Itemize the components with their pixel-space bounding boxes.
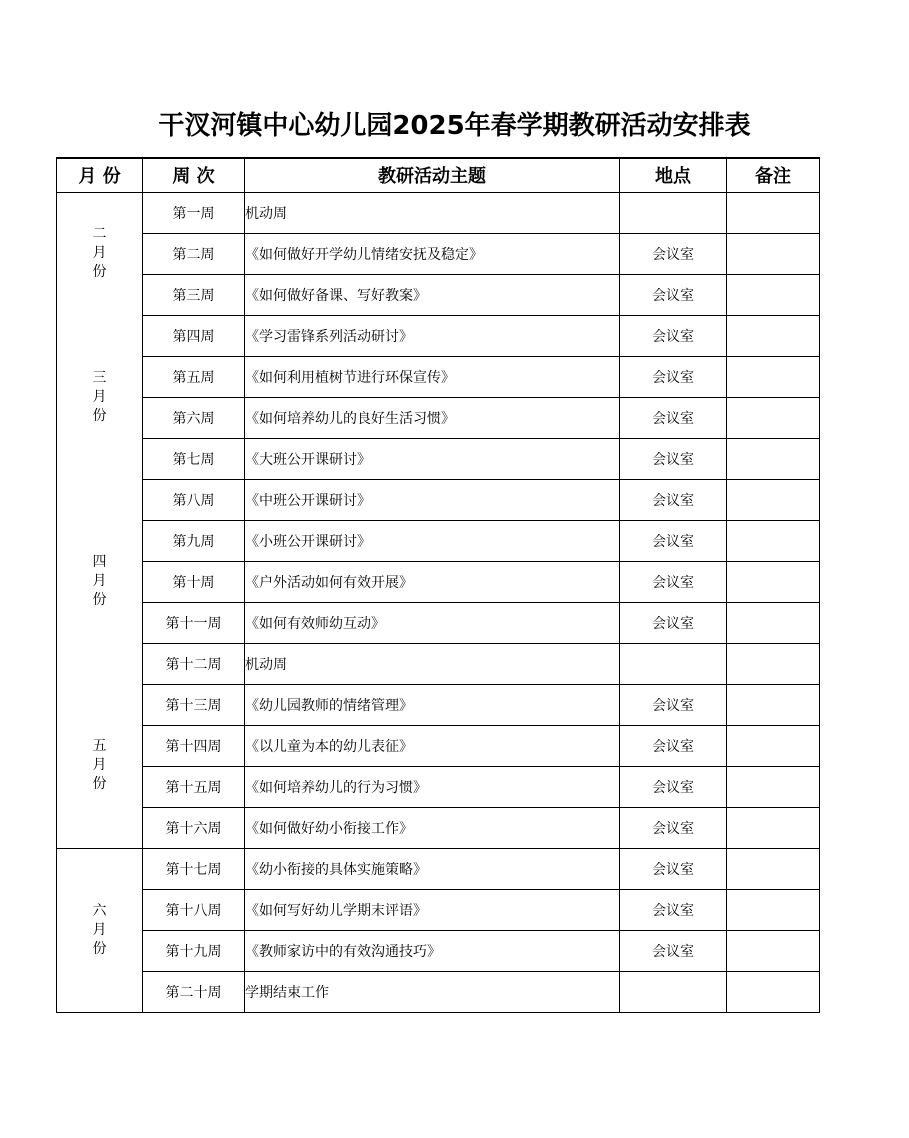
note-text — [727, 766, 820, 807]
location-text: 会议室 — [620, 233, 727, 274]
table-row — [57, 930, 820, 971]
topic-text: 《幼儿园教师的情绪管理》 — [245, 684, 620, 725]
topic-text: 《如何做好备课、写好教案》 — [245, 274, 620, 315]
topic-text: 《如何利用植树节进行环保宣传》 — [245, 356, 620, 397]
header-note: 备注 — [727, 158, 820, 192]
note-text — [727, 192, 820, 233]
topic-text: 《如何培养幼儿的良好生活习惯》 — [245, 397, 620, 438]
table-row — [57, 561, 820, 602]
table-row — [57, 315, 820, 356]
week-label: 第十周 — [143, 561, 245, 602]
location-text: 会议室 — [620, 561, 727, 602]
table-row — [57, 192, 820, 233]
week-label: 第十二周 — [143, 643, 245, 684]
note-text — [727, 848, 820, 889]
week-label: 第二周 — [143, 233, 245, 274]
month-cell — [57, 848, 143, 1012]
month-label: 三月份 — [92, 369, 107, 424]
location-text: 会议室 — [620, 684, 727, 725]
topic-text: 学期结束工作 — [245, 971, 620, 1012]
location-text: 会议室 — [620, 889, 727, 930]
topic-text: 《幼小衔接的具体实施策略》 — [245, 848, 620, 889]
topic-text: 机动周 — [245, 192, 620, 233]
topic-text: 《小班公开课研讨》 — [245, 520, 620, 561]
note-text — [727, 438, 820, 479]
note-text — [727, 602, 820, 643]
table-row — [57, 438, 820, 479]
location-text — [620, 971, 727, 1012]
month-cell — [57, 192, 143, 315]
topic-text: 《大班公开课研讨》 — [245, 438, 620, 479]
location-text: 会议室 — [620, 807, 727, 848]
month-cell — [57, 479, 143, 684]
topic-text: 《以儿童为本的幼儿表征》 — [245, 725, 620, 766]
table-row — [57, 807, 820, 848]
location-text — [620, 643, 727, 684]
note-text — [727, 684, 820, 725]
week-label: 第八周 — [143, 479, 245, 520]
header-month: 月 份 — [57, 158, 143, 192]
location-text: 会议室 — [620, 930, 727, 971]
topic-text: 《教师家访中的有效沟通技巧》 — [245, 930, 620, 971]
month-label: 四月份 — [92, 554, 107, 608]
week-label: 第六周 — [143, 397, 245, 438]
week-label: 第十七周 — [143, 848, 245, 889]
month-label: 二月份 — [92, 226, 107, 281]
week-label: 第十四周 — [143, 725, 245, 766]
table-row — [57, 766, 820, 807]
week-label: 第一周 — [143, 192, 245, 233]
note-text — [727, 643, 820, 684]
header-row — [57, 158, 820, 192]
note-text — [727, 725, 820, 766]
schedule-table — [56, 157, 820, 1013]
location-text: 会议室 — [620, 315, 727, 356]
week-label: 第十八周 — [143, 889, 245, 930]
month-cell — [57, 684, 143, 848]
table-row — [57, 643, 820, 684]
week-label: 第十五周 — [143, 766, 245, 807]
table-row — [57, 602, 820, 643]
table-row — [57, 397, 820, 438]
week-label: 第十一周 — [143, 602, 245, 643]
table-row — [57, 274, 820, 315]
week-label: 第七周 — [143, 438, 245, 479]
location-text: 会议室 — [620, 520, 727, 561]
topic-text: 《如何有效师幼互动》 — [245, 602, 620, 643]
topic-text: 《中班公开课研讨》 — [245, 479, 620, 520]
location-text: 会议室 — [620, 848, 727, 889]
table-row — [57, 725, 820, 766]
location-text: 会议室 — [620, 725, 727, 766]
location-text — [620, 192, 727, 233]
week-label: 第二十周 — [143, 971, 245, 1012]
note-text — [727, 807, 820, 848]
table-row — [57, 971, 820, 1012]
month-label: 六月份 — [92, 902, 107, 957]
topic-text: 《如何做好幼小衔接工作》 — [245, 807, 620, 848]
month-label: 五月份 — [92, 738, 107, 793]
week-label: 第四周 — [143, 315, 245, 356]
table-row — [57, 684, 820, 725]
header-location: 地点 — [620, 158, 727, 192]
week-label: 第十九周 — [143, 930, 245, 971]
table-row — [57, 520, 820, 561]
note-text — [727, 520, 820, 561]
note-text — [727, 315, 820, 356]
location-text: 会议室 — [620, 479, 727, 520]
table-row — [57, 356, 820, 397]
location-text: 会议室 — [620, 397, 727, 438]
note-text — [727, 930, 820, 971]
topic-text: 《学习雷锋系列活动研讨》 — [245, 315, 620, 356]
topic-text: 《如何培养幼儿的行为习惯》 — [245, 766, 620, 807]
note-text — [727, 233, 820, 274]
note-text — [727, 561, 820, 602]
note-text — [727, 971, 820, 1012]
note-text — [727, 889, 820, 930]
location-text: 会议室 — [620, 766, 727, 807]
topic-text: 《如何做好开学幼儿情绪安抚及稳定》 — [245, 233, 620, 274]
header-topic: 教研活动主题 — [245, 158, 620, 192]
month-cell — [57, 315, 143, 479]
header-week: 周 次 — [143, 158, 245, 192]
table-row — [57, 889, 820, 930]
note-text — [727, 356, 820, 397]
week-label: 第十三周 — [143, 684, 245, 725]
table-row — [57, 233, 820, 274]
topic-text: 机动周 — [245, 643, 620, 684]
page-title: 干汊河镇中心幼儿园2025年春学期教研活动安排表 — [158, 111, 751, 141]
note-text — [727, 397, 820, 438]
week-label: 第五周 — [143, 356, 245, 397]
week-label: 第三周 — [143, 274, 245, 315]
schedule-body — [57, 192, 820, 1012]
note-text — [727, 274, 820, 315]
week-label: 第十六周 — [143, 807, 245, 848]
table-row — [57, 479, 820, 520]
location-text: 会议室 — [620, 602, 727, 643]
topic-text: 《户外活动如何有效开展》 — [245, 561, 620, 602]
location-text: 会议室 — [620, 274, 727, 315]
week-label: 第九周 — [143, 520, 245, 561]
location-text: 会议室 — [620, 356, 727, 397]
table-row — [57, 848, 820, 889]
note-text — [727, 479, 820, 520]
topic-text: 《如何写好幼儿学期末评语》 — [245, 889, 620, 930]
location-text: 会议室 — [620, 438, 727, 479]
